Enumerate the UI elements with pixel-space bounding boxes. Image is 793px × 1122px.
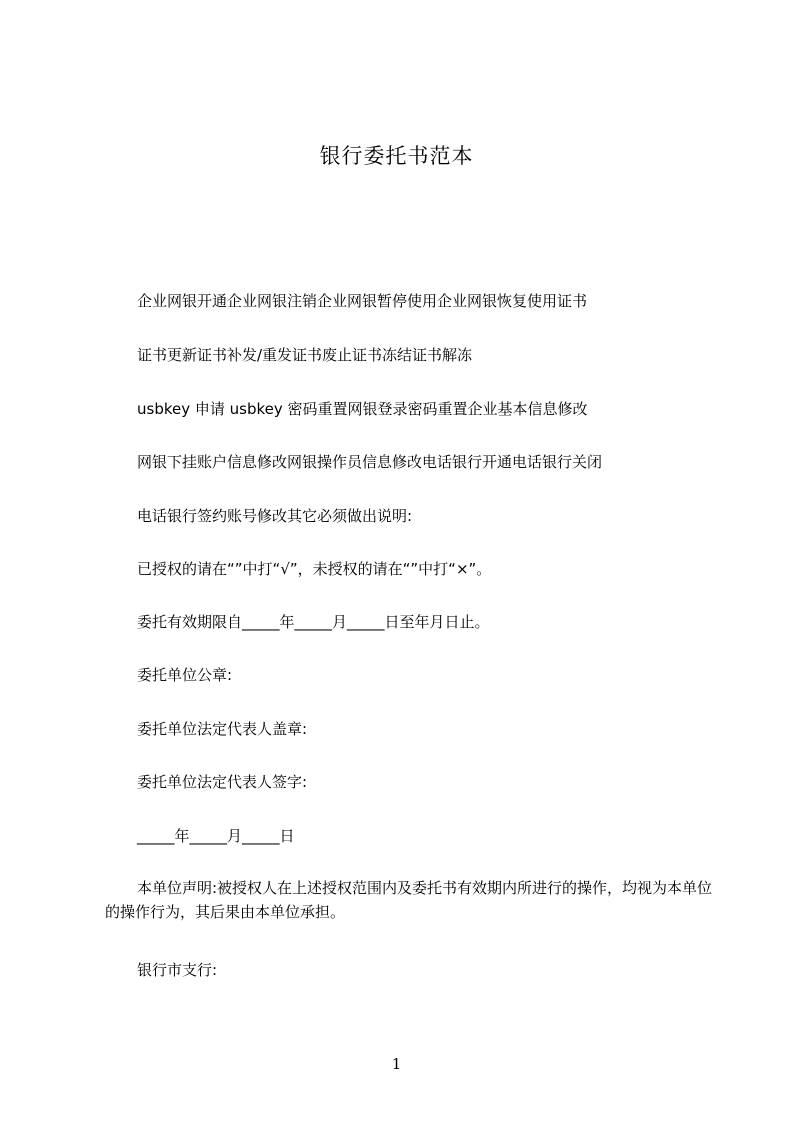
document-title: 银行委托书范本 (319, 144, 474, 168)
company-seal-label: 委托单位公章: (137, 666, 233, 684)
branch-label: 银行市支行: (137, 961, 218, 979)
page-number: 1 (391, 1055, 402, 1073)
validity-period: 委托有效期限自_____年_____月_____日至年月日止。 (137, 613, 490, 631)
service-list-line-2: 证书更新证书补发/重发证书废止证书冻结证书解冻 (137, 346, 473, 364)
date-line: _____年_____月_____日 (137, 827, 295, 845)
service-list-line-5: 电话银行签约账号修改其它必须做出说明: (137, 507, 413, 525)
authorization-instruction: 已授权的请在“”中打“√”，未授权的请在“”中打“×”。 (137, 560, 492, 578)
service-list-line-3: usbkey 申请 usbkey 密码重置网银登录密码重置企业基本信息修改 (137, 400, 588, 418)
service-list-line-1: 企业网银开通企业网银注销企业网银暂停使用企业网银恢复使用证书 (137, 292, 588, 310)
service-list-line-4: 网银下挂账户信息修改网银操作员信息修改电话银行开通电话银行关闭 (137, 453, 603, 471)
legal-representative-seal-label: 委托单位法定代表人盖章: (137, 720, 308, 738)
company-statement: 本单位声明:被授权人在上述授权范围内及委托书有效期内所进行的操作，均视为本单位的操作行为，其后果由本单位承担。 (105, 879, 713, 921)
legal-representative-signature-label: 委托单位法定代表人签字: (137, 773, 308, 791)
